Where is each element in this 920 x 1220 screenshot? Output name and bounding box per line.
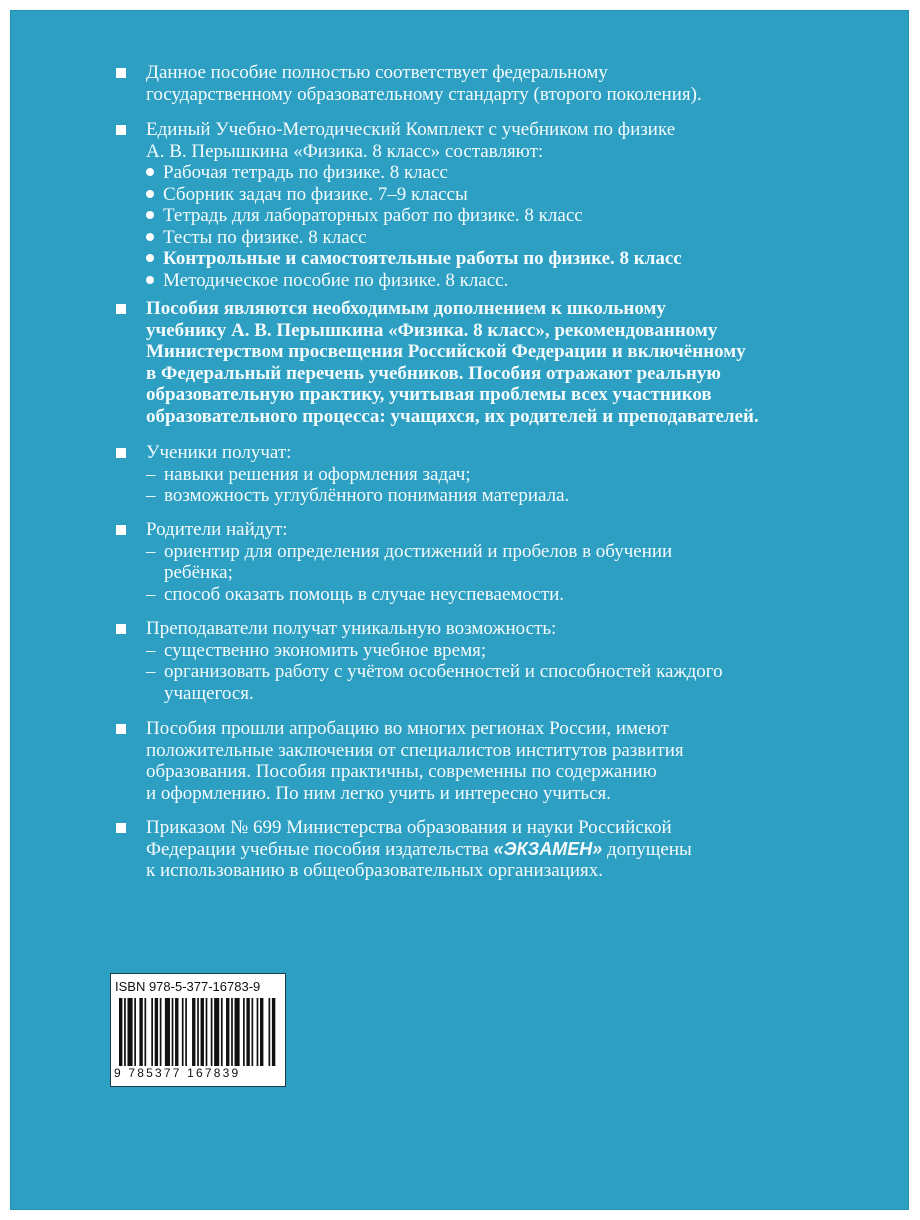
text-line: образовательную практику, учитывая проблемы всех участников [146, 384, 712, 405]
text-line: А. В. Перышкина «Физика. 8 класс» составляют: [146, 140, 544, 162]
text-fragment: допущены [602, 838, 692, 860]
paragraph-approbation [146, 718, 846, 804]
paragraph-fgos [146, 62, 846, 105]
dash-list-item: – ориентир для определения достижений и пробелов в обучении [146, 541, 846, 563]
square-bullet-icon [116, 448, 126, 458]
back-cover [10, 10, 909, 1210]
paragraph-parents [146, 519, 846, 605]
text-line: Ученики получат: [146, 442, 292, 463]
text-line: и оформлению. По ним легко учить и интересно учиться. [146, 782, 612, 804]
barcode-bars-icon [119, 998, 277, 1066]
paragraph-order [146, 817, 846, 882]
text-line: государственному образовательному стандарту (второго поколения). [146, 83, 702, 105]
square-bullet-icon [116, 125, 126, 135]
square-bullet-icon [116, 624, 126, 634]
paragraph-umk [146, 119, 846, 291]
text-line: учебнику А. В. Перышкина «Физика. 8 класс», рекомендованному [146, 319, 718, 341]
dash-list-item-continuation: ребёнка; [164, 562, 233, 583]
dash-list-item: – способ оказать помощь в случае неуспеваемости. [146, 584, 846, 606]
text-line: Данное пособие полностью соответствует федеральному [146, 62, 608, 83]
dash-list-item: – возможность углублённого понимания материала. [146, 485, 846, 507]
paragraph-teachers [146, 618, 846, 704]
text-line: положительные заключения от специалистов институтов развития [146, 739, 684, 761]
ean-digits: 9 785377 167839 [114, 1066, 241, 1080]
umk-list-item-highlighted: Контрольные и самостоятельные работы по физике. 8 класс [146, 248, 846, 270]
isbn-barcode [110, 973, 286, 1087]
dash-list-item: – существенно экономить учебное время; [146, 640, 846, 662]
square-bullet-icon [116, 823, 126, 833]
text-fragment: Федерации учебные пособия издательства [146, 838, 494, 860]
paragraph-students [146, 442, 846, 507]
text-line: Приказом № 699 Министерства образования и науки Российской [146, 817, 672, 838]
umk-list-item: Рабочая тетрадь по физике. 8 класс [146, 162, 846, 184]
square-bullet-icon [116, 724, 126, 734]
publisher-brand: «ЭКЗАМЕН» [493, 838, 603, 859]
square-bullet-icon [116, 68, 126, 78]
text-line: Министерством просвещения Российской Федерации и включённому [146, 341, 746, 362]
square-bullet-icon [116, 304, 126, 314]
text-line: образовательного процесса: учащихся, их родителей и преподавателей. [146, 405, 759, 427]
text-line: образования. Пособия практичны, современны по содержанию [146, 761, 657, 782]
umk-list-item: Сборник задач по физике. 7–9 классы [146, 184, 846, 206]
dash-list-item: – навыки решения и оформления задач; [146, 464, 846, 486]
umk-list-item: Методическое пособие по физике. 8 класс. [146, 270, 846, 292]
umk-list-item: Тесты по физике. 8 класс [146, 227, 846, 249]
text-line-with-brand [146, 839, 846, 861]
dash-list-item-continuation: учащегося. [164, 682, 254, 704]
text-line: к использованию в общеобразовательных организациях. [146, 860, 603, 881]
umk-list-item: Тетрадь для лабораторных работ по физике. 8 класс [146, 205, 846, 227]
square-bullet-icon [116, 525, 126, 535]
text-line: Единый Учебно-Методический Комплект с учебником по физике [146, 119, 676, 140]
text-line: в Федеральный перечень учебников. Пособия отражают реальную [146, 362, 721, 384]
text-line: Родители найдут: [146, 519, 288, 540]
text-line: Пособия являются необходимым дополнением к школьному [146, 298, 666, 319]
isbn-label: ISBN 978-5-377-16783-9 [115, 979, 261, 994]
text-line: Преподаватели получат уникальную возможность: [146, 618, 557, 639]
paragraph-recommendation [146, 298, 846, 427]
text-line: Пособия прошли апробацию во многих регионах России, имеют [146, 718, 669, 739]
dash-list-item: – организовать работу с учётом особенностей и способностей каждого [146, 661, 846, 683]
